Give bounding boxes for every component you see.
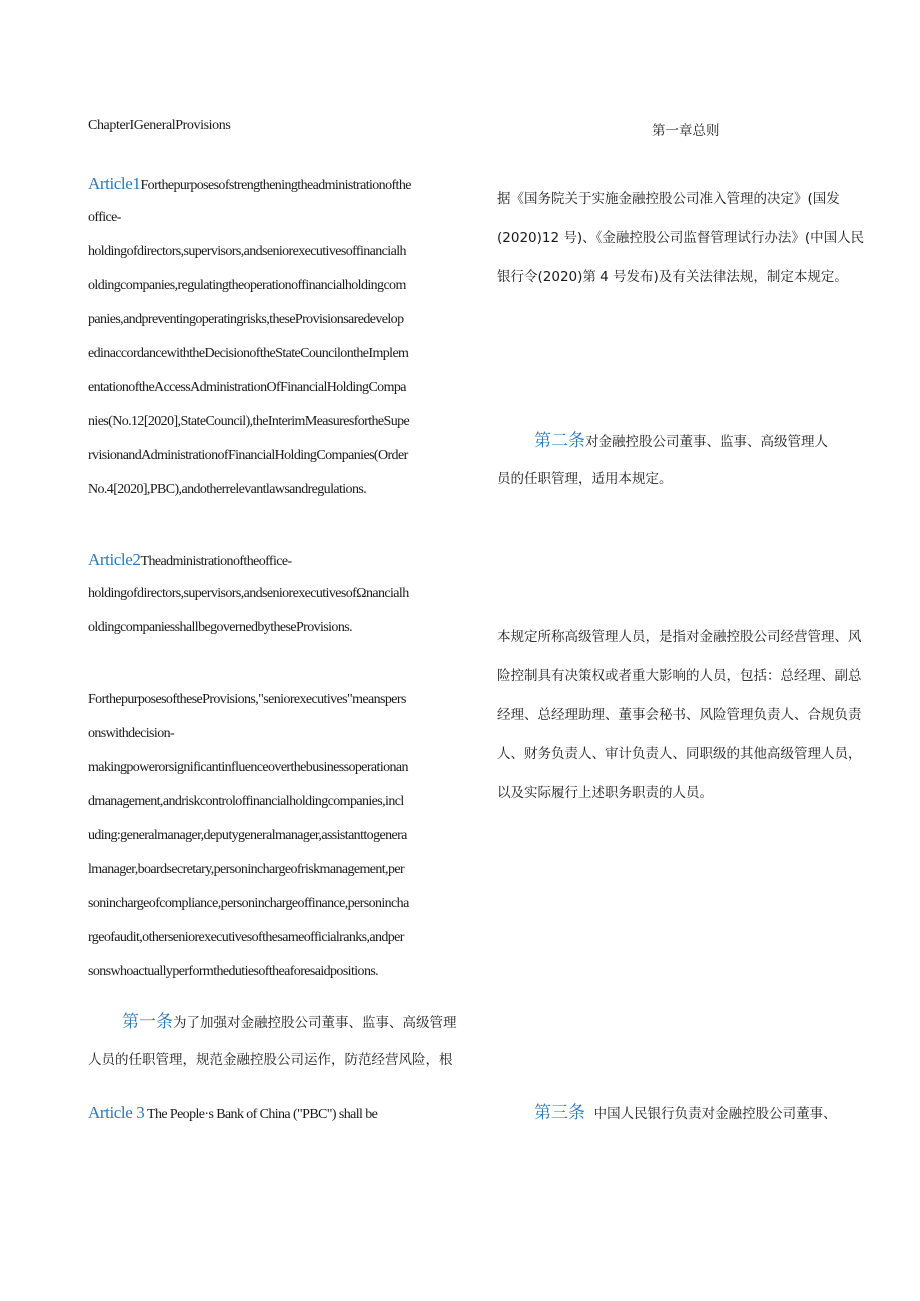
article1-en-heading: Article1	[88, 174, 141, 193]
definition-en-line: soninchargeofcompliance,personinchargeoffinance,personincha	[88, 896, 409, 911]
definition-zh-line: 本规定所称高级管理人员，是指对金融控股公司经营管理、风	[497, 629, 862, 645]
definition-en-line: dmanagement,andriskcontroloffinancialholdingcompanies,incl	[88, 794, 404, 809]
article2-en	[88, 543, 488, 645]
article3-en-line-1: Article 3 The People·s Bank of China ("PBC") shall be	[88, 1103, 378, 1122]
article1-zh-cont-line: (2020)12 号)、《金融控股公司监督管理试行办法》(中国人民	[497, 230, 865, 246]
chapter-title-zh: 第一章总则	[652, 123, 720, 139]
article2-zh-heading: 第二条	[534, 431, 585, 450]
article1-zh-cont-line: 银行令(2020)第 4 号发布)及有关法律法规，制定本规定。	[497, 269, 848, 285]
article1-en-line: rvisionandAdministrationofFinancialHoldingCompanies(Order	[88, 448, 408, 463]
article2-en-line-1: Article2Theadministrationoftheoffice-	[88, 550, 292, 569]
definition-zh-line: 人、财务负责人、审计负责人、同职级的其他高级管理人员，	[497, 746, 862, 762]
article1-zh-start	[88, 1002, 488, 1080]
senior-executives-definition-en	[88, 683, 488, 989]
article3-en-heading: Article 3	[88, 1103, 145, 1122]
article1-en-line: nies(No.12[2020],StateCouncil),theInterimMeasuresfortheSupe	[88, 414, 410, 429]
article1-en-line: holdingofdirectors,supervisors,andseniorexecutivesoffinancialh	[88, 244, 406, 259]
definition-en-line: lmanager,boardsecretary,personinchargeofriskmanagement,per	[88, 862, 405, 877]
article3-en	[88, 1096, 488, 1130]
article2-en-line: oldingcompaniesshallbegovernedbytheseProvisions.	[88, 620, 352, 635]
article1-en-line: oldingcompanies,regulatingtheoperationoffinancialholdingcom	[88, 278, 406, 293]
article2-zh	[497, 421, 907, 499]
definition-zh-line: 经理、总经理助理、董事会秘书、风险管理负责人、合规负责	[497, 707, 862, 723]
article1-en-line: entationoftheAccessAdministrationOfFinancialHoldingCompa	[88, 380, 406, 395]
article1-en-line: No.4[2020],PBC),andotherrelevantlawsandregulations.	[88, 482, 367, 497]
article1-zh-line: 人员的任职管理，规范金融控股公司运作，防范经营风险，根	[88, 1052, 453, 1068]
article2-zh-line-1: 第二条对金融控股公司董事、监事、高级管理人	[534, 431, 828, 450]
article1-zh-heading: 第一条	[122, 1012, 173, 1031]
article1-en-line: office-	[88, 210, 121, 225]
article1-en-line: panies,andpreventingoperatingrisks,theseProvisionsaredevelop	[88, 312, 404, 327]
senior-executives-definition-zh	[497, 618, 907, 813]
article3-zh-line-1: 第三条 中国人民银行负责对金融控股公司董事、	[534, 1103, 837, 1122]
article2-en-heading: Article2	[88, 550, 141, 569]
chapter-title-en: ChapterIGeneralProvisions	[88, 118, 231, 133]
definition-zh-line: 以及实际履行上述职务职责的人员。	[497, 785, 713, 801]
article2-en-line: holdingofdirectors,supervisors,andseniorexecutivesofΩnancialh	[88, 586, 409, 601]
article2-zh-line: 员的任职管理，适用本规定。	[497, 471, 673, 487]
article1-zh-cont-line: 据《国务院关于实施金融控股公司准入管理的决定》(国发	[497, 191, 840, 207]
definition-en-line: ForthepurposesoftheseProvisions,"seniorexecutives"meanspers	[88, 692, 406, 707]
article1-en-line-1: Article1Forthepurposesofstrengtheningtheadministrationofthe	[88, 174, 411, 193]
definition-en-line: sonswhoactuallyperformthedutiesoftheaforesaidpositions.	[88, 964, 379, 979]
definition-en-line: makingpowerorsignificantinfluenceoverthebusinessoperationan	[88, 760, 408, 775]
article1-zh-line-1: 第一条为了加强对金融控股公司董事、监事、高级管理	[122, 1012, 457, 1031]
article1-zh-continued	[497, 180, 907, 297]
definition-en-line: rgeofaudit,otherseniorexecutivesofthesameofficialranks,andper	[88, 930, 404, 945]
definition-en-line: onswithdecision-	[88, 726, 175, 741]
article1-en-line: edinaccordancewiththeDecisionoftheStateCouncilontheImplem	[88, 346, 409, 361]
definition-zh-line: 险控制具有决策权或者重大影响的人员，包括：总经理、副总	[497, 668, 862, 684]
definition-en-line: uding:generalmanager,deputygeneralmanager,assistanttogenera	[88, 828, 407, 843]
article1-en	[88, 167, 488, 507]
article3-zh	[534, 1093, 904, 1132]
article3-zh-heading: 第三条	[534, 1103, 585, 1122]
